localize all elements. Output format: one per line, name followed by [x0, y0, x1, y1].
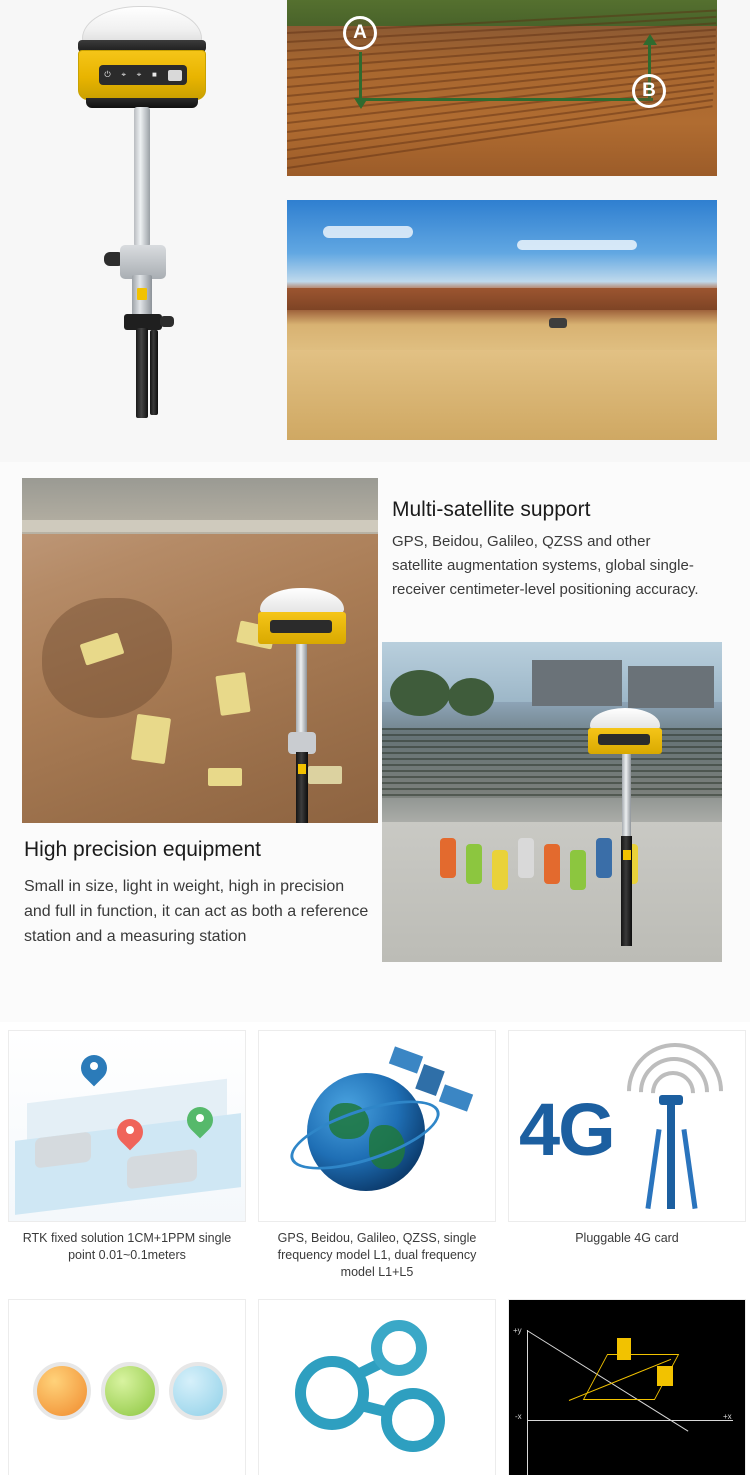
feature-caption: GPS, Beidou, Galileo, QZSS, single frequency model L1, dual frequency model L1+L5 — [277, 1231, 477, 1279]
worker — [440, 838, 456, 878]
worker — [518, 838, 534, 878]
feature-cell-constellations — [258, 1030, 496, 1281]
map-pin-green-icon — [187, 1107, 213, 1141]
battery-icon: ■ — [151, 70, 157, 79]
pole-lower — [136, 328, 148, 418]
warning-label-icon — [137, 288, 147, 300]
rtk-receiver-illustration — [20, 0, 270, 440]
aerial-construction-photo — [22, 478, 378, 823]
receiver-dome — [590, 708, 660, 730]
arrow-head-up-icon — [643, 34, 657, 45]
receiver-body — [78, 50, 206, 100]
4g-tower-icon — [508, 1030, 746, 1222]
tower-leg — [645, 1129, 661, 1209]
building — [628, 666, 714, 708]
tree — [390, 670, 450, 716]
cad-block — [657, 1366, 673, 1386]
site-receiver-overlay — [582, 708, 668, 948]
cad-axis-y — [527, 1330, 528, 1475]
worker — [544, 844, 560, 884]
pole-knob-lower — [160, 316, 174, 327]
truck — [208, 768, 242, 786]
cad-block — [617, 1338, 631, 1360]
survey-arrow-horizontal — [361, 98, 653, 101]
feature-cell-rtk-accuracy — [8, 1030, 246, 1281]
field-survey-photo — [287, 0, 717, 176]
molecule-node — [381, 1388, 445, 1452]
pole-clamp — [288, 732, 316, 754]
high-precision-title: High precision equipment — [24, 838, 261, 861]
worker — [466, 844, 482, 884]
pole-upper — [134, 107, 150, 247]
cloud-icon — [323, 226, 413, 238]
feature-caption: RTK fixed solution 1CM+1PPM single point 0.01~0.1meters — [22, 1231, 232, 1262]
tree — [448, 678, 494, 716]
receiver-dome — [260, 588, 344, 614]
pole-lower-second — [150, 330, 158, 415]
warning-label-icon — [298, 764, 306, 774]
bluetooth-icon: ⌖ — [136, 70, 142, 79]
receiver-control-panel — [99, 65, 187, 85]
feature-caption: Pluggable 4G card — [575, 1231, 679, 1245]
feature-cell-color-discs — [8, 1299, 246, 1475]
molecule-node — [371, 1320, 427, 1376]
rebar-grid — [382, 728, 722, 798]
cad-axis-x — [527, 1420, 733, 1421]
receiver-control-panel — [270, 620, 332, 633]
map-pin-blue-icon — [81, 1055, 107, 1089]
tower-leg — [681, 1129, 697, 1209]
cad-plot-icon — [508, 1299, 746, 1475]
receiver-button — [168, 70, 182, 81]
cell-tower-icon — [637, 1089, 707, 1209]
receiver-body — [588, 728, 662, 754]
power-icon: ⏻ — [104, 70, 111, 79]
globe-satellite-icon — [258, 1030, 496, 1222]
feature-cell-4g — [508, 1030, 746, 1281]
pole-upper — [622, 754, 631, 838]
cad-axis-label: -x — [515, 1412, 522, 1421]
cad-axis-label: +y — [513, 1326, 522, 1335]
cloud-icon — [517, 240, 637, 250]
color-discs-icon — [8, 1299, 246, 1475]
warning-label-icon — [623, 850, 631, 860]
4g-badge: 4G — [519, 1088, 614, 1171]
map-pin-red-icon — [117, 1119, 143, 1153]
aerial-road — [22, 520, 378, 532]
pole-upper — [296, 644, 307, 734]
receiver-control-panel — [598, 734, 650, 745]
excavator — [131, 714, 171, 764]
desert-ridge — [287, 288, 717, 310]
point-marker-a: A — [343, 16, 377, 50]
top-section — [0, 0, 750, 462]
worker — [492, 850, 508, 890]
signal-icon: ⌖ — [121, 70, 126, 79]
feature-row-1 — [0, 1030, 750, 1281]
receiver-body — [258, 612, 346, 644]
building — [532, 660, 622, 706]
tower-mast — [667, 1103, 675, 1209]
desert-survey-photo — [287, 200, 717, 440]
pole-lower — [296, 752, 308, 823]
feature-grid-section — [0, 1022, 750, 1475]
point-marker-b: B — [632, 74, 666, 108]
feature-cell-cad-plot — [508, 1299, 746, 1475]
desert-dunes — [287, 350, 717, 440]
feature-cell-molecule — [258, 1299, 496, 1475]
map-pins-icon — [8, 1030, 246, 1222]
middle-section — [0, 462, 750, 1022]
molecule-node — [295, 1356, 369, 1430]
concrete-slab — [382, 822, 722, 962]
survey-vehicle — [549, 318, 567, 328]
molecule-icon — [258, 1299, 496, 1475]
site-workers-photo — [382, 642, 722, 962]
excavator — [215, 672, 250, 716]
disc-orange — [33, 1362, 91, 1420]
pole-clamp — [120, 245, 166, 279]
disc-blue — [169, 1362, 227, 1420]
multi-satellite-body: GPS, Beidou, Galileo, QZSS and other satellite augmentation systems, global single-receiver centimeter-level positioning accuracy. — [392, 533, 699, 598]
multi-satellite-title: Multi-satellite support — [392, 498, 591, 521]
cad-axis-label: +x — [723, 1412, 732, 1421]
aerial-receiver-overlay — [248, 588, 358, 818]
disc-green — [101, 1362, 159, 1420]
feature-row-2 — [0, 1299, 750, 1475]
high-precision-body: Small in size, light in weight, high in precision and full in function, it can act as both a reference station and a measuring station — [24, 878, 369, 945]
survey-arrow-vertical-a — [359, 52, 362, 102]
